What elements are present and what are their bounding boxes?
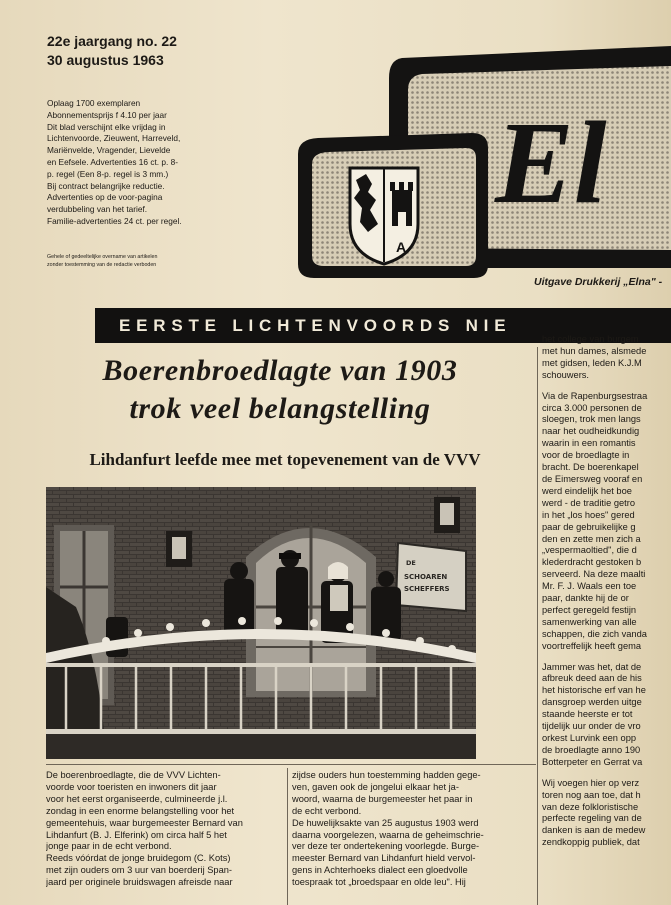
article-text-line: schouwers.	[542, 369, 590, 380]
masthead-logo	[290, 40, 671, 280]
article-text-line: voor het eerst organiseerde, culmineerde j.l.	[46, 793, 228, 804]
colophon	[47, 98, 204, 228]
column-divider	[46, 764, 536, 765]
article-text-line: met gidsen, leden K.J.M	[542, 357, 642, 368]
article-text-line: woord, waarna de burgemeester het paar in	[292, 793, 473, 804]
article-photo	[46, 487, 476, 759]
article-text-line: met zijn ouders om 3 uur van boerderij Span-	[46, 865, 233, 876]
article-text-line: perfect geregeld festijn	[542, 604, 637, 615]
article-text-line: tijdelijk uur onder de vro	[542, 721, 641, 732]
article-text-line: den en zette men zich a	[542, 533, 641, 544]
article-text-line: jonge paar in de echt verbond.	[46, 841, 172, 852]
article-text-line: de Eimersweg vooraf en	[542, 473, 643, 484]
article-text-line: zijdse ouders hun toestemming hadden gege-	[292, 770, 481, 780]
publisher-credit: Uitgave Drukkerij „Elna" -	[534, 276, 663, 288]
rights-line: zonder toestemming van de redactie verboden	[47, 261, 157, 268]
article-text-line: voorde voor toeristen en inwoners dit jaar	[46, 781, 217, 792]
headline-line: trok veel belangstelling	[129, 392, 431, 425]
coat-of-arms-icon	[350, 168, 418, 264]
article-text-line: klederdracht gestoken b	[542, 557, 642, 568]
rights-line: Gehele of gedeeltelijke overname van artikelen	[47, 254, 158, 260]
article-column-3	[542, 334, 671, 849]
article-text-line: met hun dames, alsmede	[542, 345, 647, 356]
colophon-line: Bij contract belangrijke reductie.	[47, 180, 165, 191]
article-text-line: serveerd. Na deze maalti	[542, 569, 646, 580]
rights-notice	[47, 254, 217, 269]
article-text-line: dansgroep werden uitge	[542, 697, 642, 708]
article-text-line: in het „los hoes" gered	[542, 509, 635, 520]
photo-sign-line: SCHOAREN	[404, 573, 448, 581]
article-text-line: danken is aan de medew	[542, 825, 646, 836]
article-text-line: afbreuk deed aan de his	[542, 673, 642, 684]
article-text-line: zondag in een enorme belangstelling voor het	[46, 805, 235, 816]
column-divider	[287, 768, 288, 905]
article-text-line: Lihdanfurt (B. J. Elferink) om circa half 5 het	[46, 829, 227, 840]
colophon-line: Oplaag 1700 exemplaren	[47, 98, 141, 108]
issue-info	[47, 32, 177, 70]
article-text-line: voortreffelijk heeft gema	[542, 640, 642, 651]
article-text-line: het college van burgem	[542, 334, 639, 344]
article-text-line: Via de Rapenburgsestraa	[542, 390, 648, 401]
article-text-line: sloegen, trok men langs	[542, 414, 641, 425]
issue-date: 30 augustus 1963	[47, 52, 164, 68]
newspaper-title-banner: EERSTE LICHTENVOORDS NIE	[95, 308, 671, 343]
article-text-line: meester Bernard van Lihdanfurt hield vervol-	[292, 853, 476, 864]
article-text-line: orkest Lurvink een opp	[542, 733, 637, 743]
colophon-line: Lichtenvoorde, Zieuwent, Harreveld,	[47, 133, 181, 144]
photo-sign-line: DE	[406, 559, 416, 567]
issue-number: 22e jaargang no. 22	[47, 33, 177, 49]
article-text-line: bracht. De boerenkapel	[542, 462, 639, 473]
article-text-line: gens in Achterhoeks dialect een gloedvolle	[292, 865, 468, 876]
article-text-line: jaard per originele bruidswagen afreisde naar	[46, 877, 233, 888]
article-text-line: Mr. F. J. Waals een toe	[542, 581, 637, 592]
article-subheadline: Lihdanfurt leefde mee met topevenement van de VVV	[89, 450, 481, 469]
article-text-line: van deze folkloristische	[542, 801, 639, 812]
article-text-line: ven, gaven ook de jongelui elkaar het ja-	[292, 781, 459, 792]
article-text-line: werd eindelijk het boe	[542, 485, 632, 496]
article-text-line: samenwerking van alle	[542, 616, 637, 627]
article-text-line: werd - de traditie getro	[542, 497, 636, 508]
colophon-line: Dit blad verschijnt elke vrijdag in	[47, 121, 166, 132]
article-text-line: Reeds vóórdat de jonge bruidegom (C. Kots)	[46, 853, 231, 864]
article-text-line: toren nog aan toe, dat h	[542, 789, 641, 800]
article-text-line: De huwelijksakte van 25 augustus 1903 werd	[292, 817, 479, 828]
svg-text:A: A	[396, 239, 407, 255]
logo-text: El	[495, 97, 607, 228]
colophon-line: en Eefsele. Advertenties 16 ct. p. 8-	[47, 156, 178, 167]
article-text-line: Jammer was het, dat de	[542, 661, 642, 672]
colophon-line: Abonnementsprijs f 4.10 per jaar	[47, 109, 167, 120]
article-text-line: daarna voorgelezen, waarna de geheimschrie-	[292, 829, 484, 840]
article-text-line: Botterpeter en Gerrat va	[542, 756, 643, 767]
article-text-line: ver deze ter ondertekening voorlegde. Burge-	[292, 841, 480, 852]
colophon-line: Familie-advertenties 24 ct. per regel.	[47, 215, 182, 226]
colophon-line: p. regel (Een 8-p. regel is 3 mm.)	[47, 168, 169, 179]
photo-sign	[396, 543, 466, 611]
article-text-line: het historische erf van he	[542, 685, 646, 696]
colophon-line: Mariënvelde, Vragender, Lievelde	[47, 145, 171, 156]
headline-line: Boerenbroedlagte van 1903	[102, 354, 458, 387]
article-text-line: De boerenbroedlagte, die de VVV Lichten-	[46, 770, 221, 780]
article-column-1	[46, 770, 283, 889]
article-text-line: waarin in een romantis	[542, 438, 636, 449]
article-text-line: de broedlagte anno 190	[542, 744, 641, 755]
article-text-line: toespraak tot „broedspaar en olde leu". Hij	[292, 877, 466, 888]
article-text-line: paar de gebruikelijke g	[542, 521, 636, 532]
article-text-line: zendkoppig publiek, dat	[542, 837, 640, 848]
article-text-line: naar het oudheidkundig	[542, 426, 640, 437]
article-headline	[20, 352, 540, 428]
article-text-line: voor de broedlagte in	[542, 450, 630, 461]
article-column-2	[292, 770, 536, 889]
article-text-line: Wij voegen hier op verz	[542, 777, 640, 788]
article-text-line: gemeentehuis, waar burgemeester Bernard van	[46, 817, 243, 828]
colophon-line: verdubbeling van het tarief.	[47, 204, 148, 215]
article-text-line: perfecte regeling van de	[542, 813, 642, 824]
colophon-line: Advertenties op de voor-pagina	[47, 192, 163, 203]
article-text-line: schappen, die zich vanda	[542, 628, 647, 639]
photo-sign-line: SCHEFFERS	[404, 585, 450, 593]
article-text-line: de echt verbond.	[292, 805, 362, 816]
article-text-line: „vespermaoltied", die d	[542, 545, 637, 556]
article-text-line: paar, dankte hij de or	[542, 593, 629, 604]
article-text-line: circa 3.000 personen de	[542, 402, 642, 413]
column-divider	[537, 347, 538, 905]
article-text-line: staande heerste er tot	[542, 709, 633, 720]
